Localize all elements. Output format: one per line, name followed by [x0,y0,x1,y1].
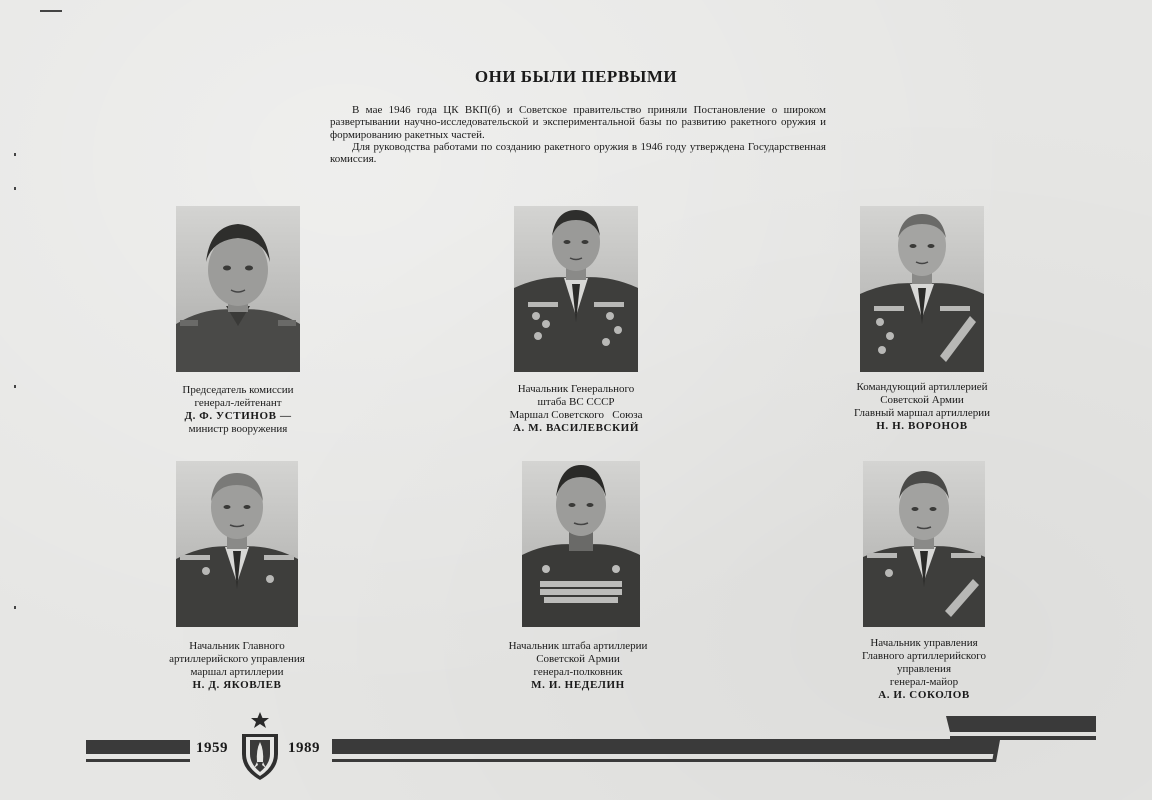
rocket-troops-shield-icon [236,710,284,782]
caption-line: Советской Армии [536,653,620,665]
portrait-sokolov [863,461,985,627]
caption-line: генерал-лейтенант [194,397,282,409]
caption-line: артиллерийского управления [169,653,305,665]
caption-name: А. И. СОКОЛОВ [878,689,970,701]
caption-line: Начальник Главного [189,640,285,652]
edge-mark [14,187,16,190]
caption-line: генерал-майор [889,676,959,688]
caption-line: Командующий артиллерией [856,381,988,393]
caption-line: генерал-полковник [533,666,623,678]
portrait-voronov [860,206,984,372]
caption-voronov [822,381,1022,433]
intro-paragraph: В мае 1946 года ЦК ВКП(б) и Советское правительство приняли Постановление о широком развертывании научно-исследовательской и экспериментальной базы по развитию ракетного оружия и формированию ракетных частей. [330,104,826,141]
intro-paragraph: Для руководства работами по созданию ракетного оружия в 1946 году утверждена Государственная комиссия. [330,140,826,166]
footer-band-main [332,739,996,754]
caption-ustinov [138,384,338,436]
caption-name: Д. Ф. УСТИНОВ — [184,410,292,422]
edge-mark [14,606,16,609]
year-start: 1959 [196,740,228,756]
caption-line: Председатель комиссии [182,384,294,396]
caption-line: Маршал Советского Союза [509,409,643,421]
portrait-vasilevsky [514,206,638,372]
caption-nedelin [478,640,678,692]
caption-line: Советской Армии [880,394,964,406]
caption-name: А. М. ВАСИЛЕВСКИЙ [513,422,639,434]
caption-line: штаба ВС СССР [537,396,615,408]
footer-rule-main [332,759,996,762]
caption-line: управления [896,663,952,675]
portrait-nedelin [522,461,640,627]
caption-line: Начальник управления [870,637,978,649]
caption-name: Н. Д. ЯКОВЛЕВ [192,679,282,691]
caption-yakovlev [137,640,337,692]
footer-band-left [86,740,190,754]
caption-line: Главный маршал артиллерии [853,407,991,419]
caption-line: министр вооружения [188,423,288,435]
page-title: ОНИ БЫЛИ ПЕРВЫМИ [474,67,678,86]
year-end: 1989 [288,740,320,756]
edge-mark [14,153,16,156]
caption-line: Начальник штаба артиллерии [508,640,648,652]
intro-text [330,104,826,165]
caption-name: М. И. НЕДЕЛИН [531,679,625,691]
edge-mark [14,385,16,388]
portrait-ustinov [176,206,300,372]
caption-sokolov [824,637,1024,702]
edge-mark [40,10,62,12]
caption-line: Начальник Генерального [517,383,635,395]
caption-name: Н. Н. ВОРОНОВ [876,420,968,432]
caption-line: маршал артиллерии [190,666,284,678]
portrait-yakovlev [176,461,298,627]
footer-rule-left [86,759,190,762]
caption-vasilevsky [476,383,676,435]
caption-line: Главного артиллерийского [862,650,986,662]
footer-band-arrow [940,714,1100,764]
